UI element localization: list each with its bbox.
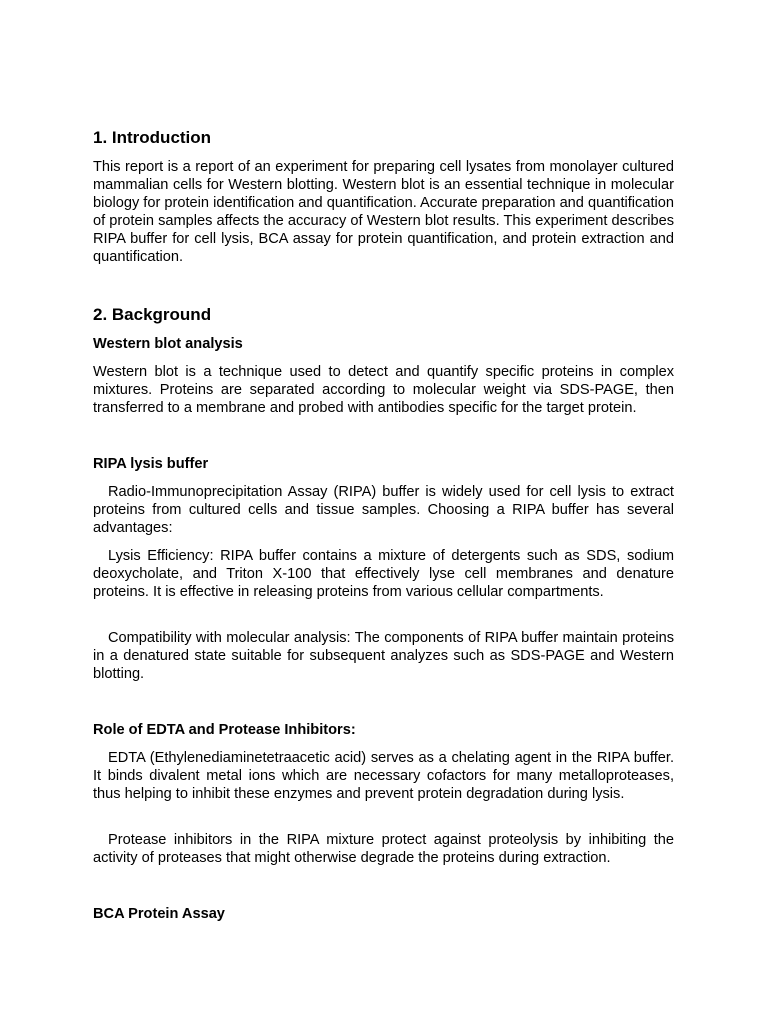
protease-inhibitors-paragraph: Protease inhibitors in the RIPA mixture protect against proteolysis by inhibiting the activity of proteases that might otherwise degrade the proteins during extraction. (93, 832, 674, 867)
section-heading-background: 2. Background (93, 305, 212, 324)
introduction-paragraph: This report is a report of an experiment for preparing cell lysates from monolayer cultured mammalian cells for Western blotting. Western blot is an essential technique in molecular biology for protein identification and quantification. Accurate preparation and quantification of protein samples affects the accuracy of Western blot results. This experiment describes RIPA buffer for cell lysis, BCA assay for protein quantification, and protein extraction and quantification. (93, 159, 674, 266)
subheading-western-blot: Western blot analysis (93, 336, 243, 352)
subheading-edta: Role of EDTA and Protease Inhibitors: (93, 722, 356, 738)
ripa-lysis-efficiency-paragraph: Lysis Efficiency: RIPA buffer contains a mixture of detergents such as SDS, sodium deoxycholate, and Triton X-100 that effectively lyse cell membranes and denature proteins. It is effective in releasing proteins from various cellular compartments. (93, 548, 674, 601)
ripa-compatibility-paragraph: Compatibility with molecular analysis: The components of RIPA buffer maintain proteins in a denatured state suitable for subsequent analyzes such as SDS-PAGE and Western blotting. (93, 630, 674, 683)
western-blot-paragraph: Western blot is a technique used to detect and quantify specific proteins in complex mixtures. Proteins are separated according to molecular weight via SDS-PAGE, then transferred to a membrane and probed with antibodies specific for the target protein. (93, 364, 674, 417)
subheading-ripa: RIPA lysis buffer (93, 456, 209, 472)
section-heading-introduction: 1. Introduction (93, 128, 212, 147)
subheading-bca: BCA Protein Assay (93, 906, 225, 922)
edta-paragraph: EDTA (Ethylenediaminetetraacetic acid) serves as a chelating agent in the RIPA buffer. It binds divalent metal ions which are necessary cofactors for many metalloproteases, thus helping to inhibit these enzymes and prevent protein degradation during lysis. (93, 750, 674, 803)
ripa-paragraph: Radio-Immunoprecipitation Assay (RIPA) buffer is widely used for cell lysis to extract proteins from cultured cells and tissue samples. Choosing a RIPA buffer has several advantages: (93, 484, 674, 537)
